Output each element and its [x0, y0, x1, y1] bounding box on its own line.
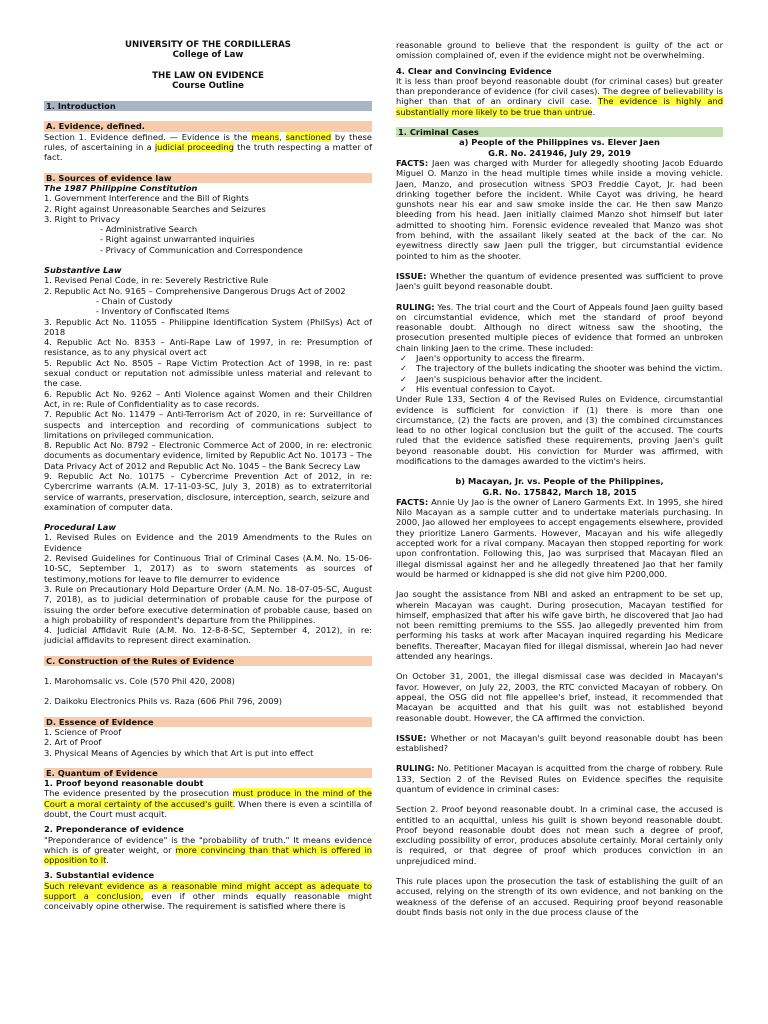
preponderance-text: "Preponderance of evidence" is the "probability of truth." It means evidence which is of greater weight, or more convincing than that which is offered in opposition to it. — [44, 834, 373, 866]
const-item: 3. Right to Privacy — [44, 213, 121, 224]
subst-item: 9. Republic Act No. 10175 – Cybercrime Prevention Act of 2012, in re: Cybercrime warrants (A.M. 17-11-03-SC, July 3, 2018) as to extraterritorial service of warrants, preservation, disclosure, interception, search, seizure and — [44, 470, 372, 502]
subst-subitem: - Inventory of Confiscated Items — [96, 306, 230, 317]
substantial-continued: reasonable ground to believe that the respondent is guilty of the act or omission complained of, even if the evidence might not be overwhelming. — [396, 40, 723, 61]
case-a-gr: G.R. No. 241946, July 29, 2019 — [488, 147, 631, 158]
subst-item: 6. Republic Act No. 9262 – Anti Violence against Women and their Children Act, in re: Rule of Confidentiality as to case records. — [44, 388, 372, 409]
case-b-title: b) Macayan, Jr. vs. People of the Philippines, — [455, 476, 664, 487]
case-b-facts-3: On October 31, 2001, the illegal dismissal case was decided in Macayan's favor. However, on July 22, 2003, the RTC convicted Macayan of robbery. On appeal, the OSG did not file appellee's brief, instead, it recommended that Macayan be acquitted and that his guilt was not established beyond reasonable doubt. However, the CA affirmed the conviction. — [396, 671, 723, 723]
case-b-issue: ISSUE: Whether or not Macayan's guilt beyond reasonable doubt has been established? — [396, 732, 723, 754]
substantive-law-title: Substantive Law — [44, 265, 122, 276]
university-name: UNIVERSITY OF THE CORDILLERAS — [125, 40, 291, 50]
subst-item: 8. Republic Act No. 8792 – Electronic Commerce Act of 2000, in re: electronic documents as documentary evidence, limited by Republic Act No. 10173 – The Data Privacy Act of 2012 and Republic Act No. 1045 – the Bank Secrecy Law — [44, 440, 372, 471]
const-item: 2. Right against Unreasonable Searches and Seizures — [44, 203, 266, 214]
essence-item: 2. Art of Proof — [44, 737, 102, 748]
subst-item: 7. Republic Act No. 11479 – Anti-Terrorism Act of 2020, in re: Surveillance of suspects and interception and recording of communications subject to limitations on privileged communication. — [44, 409, 372, 440]
section-quantum: E. Quantum of Evidence — [44, 768, 372, 778]
case-b-facts-2: Jao sought the assistance from NBI and asked an entrapment to be set up, wherein Macayan was caught. During prosecution, Macayan testified for himself, emphasized that after his wife gave birth, he discovered that Jao had not been remitting premiums to the SSS. Jao allegedly prevented him from performing his tasks at work after Macayan inquired regarding his Medicare benefits. Thereafter, Macayan filed for illegal dismissal, wherein Jao had never attended any hearings. — [396, 589, 723, 662]
privacy-item: - Right against unwarranted inquiries — [100, 234, 255, 245]
construction-case: 1. Marohomsalic vs. Cole (570 Phil 420, 2008) — [44, 676, 235, 687]
essence-item: 3. Physical Means of Agencies by which that Art is put into effect — [44, 747, 314, 758]
proof-beyond-doubt-title: 1. Proof beyond reasonable doubt — [44, 778, 204, 789]
subst-item: examination of computer data. — [44, 501, 173, 512]
preponderance-title: 2. Preponderance of evidence — [44, 824, 184, 835]
privacy-item: - Privacy of Communication and Correspondence — [100, 244, 303, 255]
case-a-facts: FACTS: Jaen was charged with Murder for allegedly shooting Jacob Eduardo Miguel O. Manzo in the head multiple times while inside a moving vehicle. Jaen, Manzo, and prosecution witness SPO3 Freddie Cayot, Jr. had been drinking together before the incident. While Cayot was driving, he heard gunshots near his ear and saw smoke inside the car. He then saw Manzo bleeding from his head. Jaen initially claimed Manzo shot himself but later admitted to shooting him. Forensic evidence revealed that Manzo was shot from behind, with the assailant likely seated at the back of the car. No eyewitness directly saw Jaen pull the trigger, but circumstantial evidence pointed to him as the shooter. — [396, 157, 723, 261]
subst-item: 1. Revised Penal Code, in re: Severely Restrictive Rule — [44, 275, 269, 286]
case-b-ruling: RULING: No. Petitioner Macayan is acquitted from the charge of robbery. Rule 133, Section 2 of the Revised Rules on Evidence specifies the requisite quantum of evidence in criminal cases: — [396, 763, 723, 794]
course-title: THE LAW ON EVIDENCE — [152, 70, 264, 81]
subst-item: 4. Republic Act No. 8353 – Anti-Rape Law of 1997, in re: Presumption of resistance, as to any physical overt act — [44, 337, 372, 358]
case-b-facts: FACTS: Annie Uy Jao is the owner of Lanero Garments Ext. In 1995, she hired Nilo Macayan as a sample cutter and to undertake materials purchasing. In 2000, Jao allowed her employees to accept engagements elsewhere, provided they prioritize Lanero Garments. However, Macayan and his wife allegedly accepted work for a rival company. Macayan then stopped reporting for work upon confrontation. Following this, Jao was surprised that Macayan filed an illegal dismissal against her and he allegedly threatened Jao that her family would be harmed or kidnapped is she did not give him P200,000. — [396, 496, 723, 579]
college-name: College of Law — [172, 50, 244, 61]
section-criminal-cases: 1. Criminal Cases — [396, 127, 723, 137]
subst-item: 5. Republic Act No. 8505 – Rape Victim Protection Act of 1998, in re: past sexual conduct or reputation not admissible unless material and relevant to the case. — [44, 357, 372, 389]
check-item: ✓ His eventual confession to Cayot. — [396, 384, 723, 394]
constitution-title: The 1987 Philippine Constitution — [44, 182, 198, 193]
section-essence: D. Essence of Evidence — [44, 717, 372, 727]
case-b-rule-text: Section 2. Proof beyond reasonable doubt. In a criminal case, the accused is entitled to an acquittal, unless his guilt is shown beyond reasonable doubt. Proof beyond reasonable doubt does not mean such a degree of proof, excluding possibility of error, produces absolute certainly. Moral certainly only is required, or that degree of proof which produces conviction in an unprejudiced mind. — [396, 804, 723, 866]
proc-item: 3. Rule on Precautionary Hold Departure Order (A.M. No. 18-07-05-SC, August 7, 2018), as to judicial determination of probable cause for the purpose of issuing the order before executive determination of probable cause, based on a high probability of respondent's departure from the Philippines. — [44, 583, 372, 625]
substantial-title: 3. Substantial evidence — [44, 870, 155, 881]
right-column — [396, 40, 723, 917]
check-item: ✓ Jaen's suspicious behavior after the incident. — [396, 374, 723, 384]
proc-item: 1. Revised Rules on Evidence and the 2019 Amendments to the Rules on Evidence — [44, 532, 372, 553]
subst-item: 2. Republic Act No. 9165 – Comprehensive Dangerous Drugs Act of 2002 — [44, 285, 346, 296]
privacy-item: - Administrative Search — [100, 224, 198, 235]
subst-subitem: - Chain of Custody — [96, 295, 173, 306]
const-item: 1. Government Interference and the Bill of Rights — [44, 193, 249, 204]
case-a-title: a) People of the Philippines vs. Elever Jaen — [459, 137, 660, 148]
case-a-ruling: RULING: Yes. The trial court and the Court of Appeals found Jaen guilty based on circumstantial evidence, which met the standard of proof beyond reasonable doubt. Although no direct witness saw the shooting, the prosecution presented multiple pieces of evidence that formed an unbroken chain linking Jaen to the crime. These included: — [396, 301, 723, 353]
case-a-analysis: Under Rule 133, Section 4 of the Revised Rules on Evidence, circumstantial evidence is sufficient for conviction if (1) there is more than one circumstance, (2) the facts are proven, and (3) the combined circumstances lead to no other logical conclusion but the guilt of the accused. The courts ruled that the evidence satisfied these requirements, proving Jaen's guilt beyond reasonable doubt. His conviction for Murder was affirmed, with modifications to the damages awarded to the victim's heirs. — [396, 394, 723, 466]
case-b-gr: G.R. No. 175842, March 18, 2015 — [482, 486, 637, 497]
left-column — [44, 40, 372, 912]
course-outline: Course Outline — [172, 80, 244, 91]
section-evidence-defined: A. Evidence, defined. — [44, 121, 372, 131]
clear-convincing-title: 4. Clear and Convincing Evidence — [396, 65, 552, 76]
substantial-text: Such relevant evidence as a reasonable mind might accept as adequate to support a conclusion, even if other minds equally reasonable might conceivably opine otherwise. The requirement is satisfied where there is — [44, 880, 373, 912]
proc-item: 4. Judicial Affidavit Rule (A.M. No. 12-8-8-SC, September 4, 2012), in re: judicial affidavits to represent direct examination. — [44, 625, 372, 646]
proc-item: 2. Revised Guidelines for Continuous Trial of Criminal Cases (A.M. No. 15-06-10-SC, September 1, 2017) as to sworn statements as sources of testimony,motions for leave to file demurrer to evidence — [44, 553, 372, 584]
construction-case: 2. Daikoku Electronics Phils vs. Raza (606 Phil 796, 2009) — [44, 696, 282, 707]
procedural-law-title: Procedural Law — [44, 522, 116, 533]
check-item: ✓ Jaen's opportunity to access the firearm. — [396, 353, 723, 363]
clear-convincing-text: It is less than proof beyond reasonable doubt (for criminal cases) but greater than preponderance of evidence (for civil cases). The degree of believability is higher than that of an ordinary civil case. The evidence is highly and substantially more likely to be true than untrue. — [396, 75, 723, 117]
evidence-definition: Section 1. Evidence defined. — Evidence is the means, sanctioned by these rules, of ascertaining in a judicial proceeding the truth respecting a matter of fact. — [44, 131, 372, 163]
essence-item: 1. Science of Proof — [44, 726, 122, 737]
subst-item: 3. Republic Act No. 11055 – Philippine Identification System (PhilSys) Act of 2018 — [44, 316, 372, 337]
check-item: ✓ The trajectory of the bullets indicating the shooter was behind the victim. — [396, 363, 723, 373]
case-a-issue: ISSUE: Whether the quantum of evidence presented was sufficient to prove Jaen's guilt beyond reasonable doubt. — [396, 270, 723, 292]
case-b-rule-explanation: This rule places upon the prosecution the task of establishing the guilt of an accused, relying on the strength of its own evidence, and not banking on the weakness of the defense of an accused. Requiring proof beyond reasonable doubt finds basis not only in the due process clause of the — [396, 876, 723, 917]
proof-beyond-doubt-text: The evidence presented by the prosecution must produce in the mind of the Court a moral certainty of the accused's guilt. When there is even a scintilla of doubt, the Court must acquit. — [44, 788, 372, 819]
section-construction: C. Construction of the Rules of Evidence — [44, 656, 372, 666]
section-sources: B. Sources of evidence law — [44, 173, 372, 183]
section-introduction: 1. Introduction — [44, 101, 372, 111]
